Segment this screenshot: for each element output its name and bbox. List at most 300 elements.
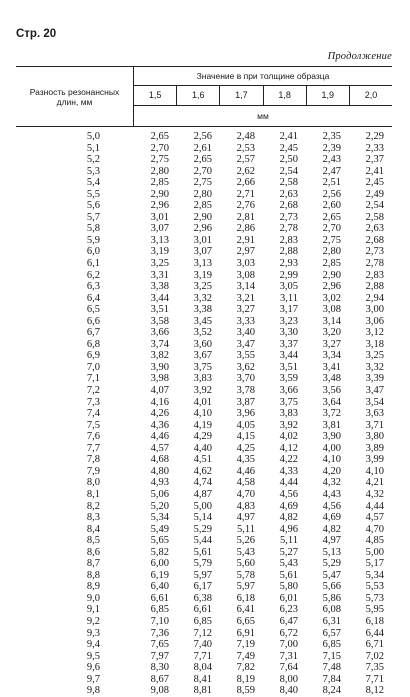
- difference-cell: 7,0: [86, 361, 100, 373]
- value-cell: 2,47: [322, 165, 341, 177]
- value-cell: 5,49: [150, 523, 169, 535]
- value-cell: 3,13: [150, 234, 169, 246]
- value-cell: 5,65: [150, 535, 169, 547]
- value-cell: 2,51: [322, 177, 341, 189]
- difference-cell: 7,4: [86, 408, 100, 420]
- difference-cell: 6,9: [86, 350, 100, 362]
- value-column: [263, 131, 306, 697]
- value-cell: 7,12: [193, 627, 212, 639]
- value-cell: 2,53: [236, 142, 255, 154]
- value-cell: 3,27: [236, 304, 255, 316]
- value-cell: 5,13: [322, 546, 341, 558]
- value-cell: 3,39: [365, 373, 384, 385]
- value-cell: 3,00: [365, 304, 384, 316]
- value-cell: 2,88: [365, 281, 384, 293]
- value-cell: 3,90: [150, 361, 169, 373]
- value-cell: 3,71: [365, 419, 384, 431]
- value-cell: 2,96: [150, 200, 169, 212]
- value-cell: 3,40: [236, 327, 255, 339]
- value-column: [306, 131, 349, 697]
- value-cell: 3,32: [193, 292, 212, 304]
- value-cell: 4,19: [193, 419, 212, 431]
- value-cell: 2,57: [236, 154, 255, 166]
- value-cell: 2,33: [365, 142, 384, 154]
- value-cell: 3,06: [365, 315, 384, 327]
- value-cell: 3,48: [322, 373, 341, 385]
- value-cell: 6,00: [150, 558, 169, 570]
- value-cell: 3,25: [150, 258, 169, 270]
- value-cell: 4,70: [236, 488, 255, 500]
- difference-cell: 6,8: [86, 338, 100, 350]
- difference-cell: 9,1: [86, 604, 100, 616]
- value-cell: 3,23: [279, 315, 298, 327]
- value-cell: 7,35: [365, 662, 384, 674]
- value-cell: 2,70: [150, 142, 169, 154]
- value-cell: 6,40: [150, 581, 169, 593]
- difference-cell: 9,8: [86, 685, 100, 697]
- value-cell: 3,02: [322, 292, 341, 304]
- continuation-label: Продолжение: [327, 51, 392, 62]
- value-cell: 3,74: [150, 338, 169, 350]
- value-cell: 2,56: [322, 188, 341, 200]
- value-cell: 3,83: [193, 373, 212, 385]
- value-cell: 5,29: [193, 523, 212, 535]
- difference-column: [16, 131, 134, 697]
- value-cell: 2,63: [279, 188, 298, 200]
- value-cell: 4,96: [279, 523, 298, 535]
- difference-cell: 9,5: [86, 650, 100, 662]
- value-cell: 4,22: [279, 454, 298, 466]
- value-cell: 7,71: [365, 673, 384, 685]
- value-cell: 5,73: [365, 592, 384, 604]
- difference-cell: 6,6: [86, 315, 100, 327]
- value-cell: 3,81: [322, 419, 341, 431]
- value-cell: 2,58: [365, 211, 384, 223]
- value-cell: 2,61: [193, 142, 212, 154]
- value-cell: 2,83: [365, 269, 384, 281]
- value-cell: 6,31: [322, 615, 341, 627]
- value-cell: 7,65: [150, 639, 169, 651]
- value-cell: 3,01: [193, 234, 212, 246]
- difference-cell: 9,2: [86, 615, 100, 627]
- value-cell: 3,51: [150, 304, 169, 316]
- value-cell: 4,33: [279, 465, 298, 477]
- value-cell: 5,82: [150, 546, 169, 558]
- value-cell: 4,21: [365, 477, 384, 489]
- value-cell: 2,29: [365, 131, 384, 142]
- value-cell: 3,14: [322, 315, 341, 327]
- value-cell: 4,69: [279, 500, 298, 512]
- value-cell: 3,05: [279, 281, 298, 293]
- value-cell: 4,02: [279, 431, 298, 443]
- value-cell: 2,62: [236, 165, 255, 177]
- value-cell: 7,00: [279, 639, 298, 651]
- difference-cell: 8,1: [86, 488, 100, 500]
- value-cell: 5,00: [365, 546, 384, 558]
- difference-cell: 9,0: [86, 592, 100, 604]
- difference-cell: 7,3: [86, 396, 100, 408]
- thickness-header: 2,0: [364, 90, 378, 100]
- value-cell: 4,51: [193, 454, 212, 466]
- difference-cell: 8,7: [86, 558, 100, 570]
- value-cell: 2,86: [236, 223, 255, 235]
- value-cell: 3,51: [279, 361, 298, 373]
- value-cell: 2,81: [236, 211, 255, 223]
- value-cell: 2,65: [322, 211, 341, 223]
- value-cell: 2,96: [193, 223, 212, 235]
- value-cell: 2,68: [279, 200, 298, 212]
- value-cell: 2,80: [150, 165, 169, 177]
- value-cell: 5,78: [236, 569, 255, 581]
- value-cell: 5,27: [279, 546, 298, 558]
- value-cell: 6,85: [150, 604, 169, 616]
- value-cell: 2,90: [193, 211, 212, 223]
- value-cell: 8,00: [279, 673, 298, 685]
- value-cell: 4,32: [322, 477, 341, 489]
- value-cell: 3,07: [193, 246, 212, 258]
- value-cell: 2,70: [322, 223, 341, 235]
- value-cell: 6,44: [365, 627, 384, 639]
- value-cell: 2,80: [322, 246, 341, 258]
- value-cell: 2,56: [193, 131, 212, 142]
- value-cell: 3,64: [322, 396, 341, 408]
- value-cell: 4,44: [279, 477, 298, 489]
- value-cell: 2,85: [322, 258, 341, 270]
- data-table: [16, 66, 392, 697]
- value-cell: 5,17: [365, 558, 384, 570]
- value-cell: 5,43: [236, 546, 255, 558]
- value-cell: 4,26: [150, 408, 169, 420]
- value-cell: 5,86: [322, 592, 341, 604]
- value-cell: 7,82: [236, 662, 255, 674]
- value-cell: 3,03: [236, 258, 255, 270]
- value-cell: 3,66: [279, 385, 298, 397]
- value-column: [220, 131, 263, 697]
- value-cell: 8,81: [193, 685, 212, 697]
- value-cell: 7,71: [193, 650, 212, 662]
- value-cell: 3,14: [236, 281, 255, 293]
- value-cell: 3,92: [279, 419, 298, 431]
- difference-cell: 9,7: [86, 673, 100, 685]
- value-cell: 5,14: [193, 512, 212, 524]
- value-cell: 4,68: [150, 454, 169, 466]
- difference-cell: 8,6: [86, 546, 100, 558]
- value-cell: 2,58: [279, 177, 298, 189]
- difference-cell: 7,2: [86, 385, 100, 397]
- value-cell: 8,24: [322, 685, 341, 697]
- difference-cell: 6,2: [86, 269, 100, 281]
- value-cell: 8,19: [236, 673, 255, 685]
- value-cell: 6,18: [236, 592, 255, 604]
- value-cell: 5,97: [236, 581, 255, 593]
- value-cell: 5,61: [279, 569, 298, 581]
- value-cell: 3,75: [279, 396, 298, 408]
- value-cell: 2,60: [322, 200, 341, 212]
- difference-cell: 8,0: [86, 477, 100, 489]
- value-cell: 9,08: [150, 685, 169, 697]
- value-cell: 5,47: [322, 569, 341, 581]
- value-cell: 3,13: [193, 258, 212, 270]
- value-cell: 6,47: [279, 615, 298, 627]
- difference-cell: 5,1: [86, 142, 100, 154]
- value-cell: 2,97: [236, 246, 255, 258]
- value-cell: 5,61: [193, 546, 212, 558]
- difference-cell: 6,4: [86, 292, 100, 304]
- value-cell: 2,70: [193, 165, 212, 177]
- value-cell: 3,18: [365, 338, 384, 350]
- value-cell: 2,73: [365, 246, 384, 258]
- value-cell: 3,07: [150, 223, 169, 235]
- value-cell: 3,30: [279, 327, 298, 339]
- value-cell: 4,40: [193, 442, 212, 454]
- thickness-header-row: [134, 85, 392, 106]
- value-cell: 2,94: [365, 292, 384, 304]
- value-cell: 7,36: [150, 627, 169, 639]
- value-cell: 5,20: [150, 500, 169, 512]
- value-cell: 2,35: [322, 131, 341, 142]
- value-cell: 6,41: [236, 604, 255, 616]
- value-cell: 2,54: [365, 200, 384, 212]
- value-cell: 2,45: [365, 177, 384, 189]
- value-cell: 6,61: [193, 604, 212, 616]
- difference-cell: 5,4: [86, 177, 100, 189]
- value-cell: 5,43: [279, 558, 298, 570]
- value-cell: 3,44: [150, 292, 169, 304]
- value-cell: 5,26: [236, 535, 255, 547]
- thickness-header: 1,7: [220, 85, 263, 105]
- value-cell: 3,92: [193, 385, 212, 397]
- value-cell: 2,45: [279, 142, 298, 154]
- thickness-header: 1,6: [177, 85, 220, 105]
- value-cell: 3,27: [322, 338, 341, 350]
- difference-cell: 8,5: [86, 535, 100, 547]
- value-cell: 6,38: [193, 592, 212, 604]
- value-cell: 7,10: [150, 615, 169, 627]
- value-cell: 3,47: [365, 385, 384, 397]
- value-cell: 6,85: [193, 615, 212, 627]
- value-cell: 2,43: [322, 154, 341, 166]
- value-cell: 8,12: [365, 685, 384, 697]
- value-cell: 3,83: [279, 408, 298, 420]
- value-cell: 4,00: [322, 442, 341, 454]
- value-cell: 4,10: [365, 465, 384, 477]
- value-cell: 3,80: [365, 431, 384, 443]
- value-cell: 3,59: [279, 373, 298, 385]
- difference-cell: 6,3: [86, 281, 100, 293]
- difference-cell: 7,8: [86, 454, 100, 466]
- difference-cell: 5,6: [86, 200, 100, 212]
- value-cell: 2,73: [279, 211, 298, 223]
- difference-cell: 6,0: [86, 246, 100, 258]
- difference-cell: 7,1: [86, 373, 100, 385]
- thickness-header: 1,5: [134, 85, 177, 105]
- value-cell: 8,40: [279, 685, 298, 697]
- value-cell: 4,57: [150, 442, 169, 454]
- value-cell: 2,50: [279, 154, 298, 166]
- value-cell: 6,23: [279, 604, 298, 616]
- value-cell: 4,29: [193, 431, 212, 443]
- value-column: [177, 131, 220, 697]
- difference-cell: 5,3: [86, 165, 100, 177]
- unit-label: мм: [257, 110, 269, 121]
- value-cell: 8,30: [150, 662, 169, 674]
- value-cell: 6,61: [150, 592, 169, 604]
- value-cell: 5,34: [365, 569, 384, 581]
- value-cell: 4,35: [236, 454, 255, 466]
- value-cell: 3,45: [193, 315, 212, 327]
- value-cell: 3,96: [236, 408, 255, 420]
- value-cell: 3,25: [193, 281, 212, 293]
- value-cell: 3,38: [193, 304, 212, 316]
- difference-cell: 9,4: [86, 639, 100, 651]
- value-cell: 4,10: [322, 454, 341, 466]
- value-cell: 5,11: [280, 535, 298, 547]
- value-cell: 3,63: [365, 408, 384, 420]
- value-cell: 4,97: [236, 512, 255, 524]
- value-cell: 4,82: [322, 523, 341, 535]
- value-cell: 5,79: [193, 558, 212, 570]
- value-cell: 5,29: [322, 558, 341, 570]
- value-cell: 5,60: [236, 558, 255, 570]
- value-column: [349, 131, 392, 697]
- value-cell: 3,31: [150, 269, 169, 281]
- value-cell: 3,25: [365, 350, 384, 362]
- value-cell: 3,78: [236, 385, 255, 397]
- value-cell: 4,74: [193, 477, 212, 489]
- value-cell: 3,87: [236, 396, 255, 408]
- value-cell: 8,67: [150, 673, 169, 685]
- value-cell: 4,20: [322, 465, 341, 477]
- value-column: [134, 131, 177, 697]
- value-cell: 4,69: [322, 512, 341, 524]
- difference-cell: 5,0: [86, 131, 100, 142]
- value-cell: 4,62: [193, 465, 212, 477]
- thickness-header: 1,9: [307, 85, 350, 105]
- value-cell: 4,70: [365, 523, 384, 535]
- value-cell: 3,32: [365, 361, 384, 373]
- value-cell: 2,78: [279, 223, 298, 235]
- difference-cell: 9,6: [86, 662, 100, 674]
- value-cell: 6,91: [236, 627, 255, 639]
- value-cell: 5,95: [365, 604, 384, 616]
- value-cell: 3,12: [365, 327, 384, 339]
- value-cell: 3,70: [236, 373, 255, 385]
- value-cell: 3,90: [322, 431, 341, 443]
- value-cell: 3,20: [322, 327, 341, 339]
- value-cell: 2,41: [365, 165, 384, 177]
- value-cell: 7,49: [236, 650, 255, 662]
- value-cell: 2,91: [236, 234, 255, 246]
- value-cell: 4,01: [193, 396, 212, 408]
- value-cell: 7,84: [322, 673, 341, 685]
- value-cell: 3,58: [150, 315, 169, 327]
- value-cell: 3,08: [236, 269, 255, 281]
- value-cell: 4,58: [236, 477, 255, 489]
- value-cell: 3,62: [236, 361, 255, 373]
- value-cell: 2,63: [365, 223, 384, 235]
- value-cell: 6,18: [365, 615, 384, 627]
- row-header: Разность резонансных длин, мм: [16, 67, 134, 126]
- value-cell: 3,99: [365, 454, 384, 466]
- value-cell: 2,85: [150, 177, 169, 189]
- value-cell: 4,10: [193, 408, 212, 420]
- value-cell: 5,44: [193, 535, 212, 547]
- value-cell: 3,98: [150, 373, 169, 385]
- difference-cell: 6,5: [86, 304, 100, 316]
- difference-cell: 8,8: [86, 569, 100, 581]
- value-cell: 2,80: [193, 188, 212, 200]
- difference-cell: 6,1: [86, 258, 100, 270]
- value-cell: 6,65: [236, 615, 255, 627]
- value-cell: 2,88: [279, 246, 298, 258]
- difference-cell: 7,5: [86, 419, 100, 431]
- value-cell: 6,17: [193, 581, 212, 593]
- difference-cell: 6,7: [86, 327, 100, 339]
- thickness-header: 1,8: [264, 85, 307, 105]
- value-cell: 3,60: [193, 338, 212, 350]
- value-cell: 3,72: [322, 408, 341, 420]
- value-cell: 2,76: [236, 200, 255, 212]
- difference-cell: 8,9: [86, 581, 100, 593]
- value-cell: 3,38: [150, 281, 169, 293]
- value-cell: 4,83: [236, 500, 255, 512]
- value-cell: 2,71: [236, 188, 255, 200]
- value-cell: 4,43: [322, 488, 341, 500]
- value-cell: 5,11: [237, 523, 255, 535]
- value-cell: 2,75: [322, 234, 341, 246]
- difference-cell: 7,9: [86, 465, 100, 477]
- value-cell: 5,66: [322, 581, 341, 593]
- value-cell: 3,01: [150, 211, 169, 223]
- value-cell: 2,39: [322, 142, 341, 154]
- value-cell: 3,44: [279, 350, 298, 362]
- value-cell: 3,82: [150, 350, 169, 362]
- value-cell: 5,00: [193, 500, 212, 512]
- group-header: Значение в при толщине образца: [134, 67, 392, 86]
- difference-cell: 7,7: [86, 442, 100, 454]
- value-cell: 5,34: [150, 512, 169, 524]
- value-cell: 2,75: [193, 177, 212, 189]
- value-cell: 4,93: [150, 477, 169, 489]
- value-cell: 7,40: [193, 639, 212, 651]
- table-body: [16, 127, 392, 697]
- value-cell: 4,85: [365, 535, 384, 547]
- value-cell: 6,08: [322, 604, 341, 616]
- value-cell: 4,15: [236, 431, 255, 443]
- value-cell: 2,49: [365, 188, 384, 200]
- value-cell: 8,41: [193, 673, 212, 685]
- value-cell: 2,90: [322, 269, 341, 281]
- value-cell: 3,34: [322, 350, 341, 362]
- value-cell: 2,78: [365, 258, 384, 270]
- value-cell: 4,32: [365, 488, 384, 500]
- value-cell: 5,53: [365, 581, 384, 593]
- difference-cell: 7,6: [86, 431, 100, 443]
- value-cell: 4,46: [150, 431, 169, 443]
- difference-cell: 8,2: [86, 500, 100, 512]
- difference-cell: 8,4: [86, 523, 100, 535]
- value-cell: 7,31: [279, 650, 298, 662]
- value-cell: 4,25: [236, 442, 255, 454]
- value-cell: 3,54: [365, 396, 384, 408]
- value-cell: 4,56: [279, 488, 298, 500]
- value-cell: 3,33: [236, 315, 255, 327]
- value-cell: 4,57: [365, 512, 384, 524]
- value-cell: 2,68: [365, 234, 384, 246]
- value-cell: 4,97: [322, 535, 341, 547]
- value-cell: 7,19: [236, 639, 255, 651]
- value-cell: 5,97: [193, 569, 212, 581]
